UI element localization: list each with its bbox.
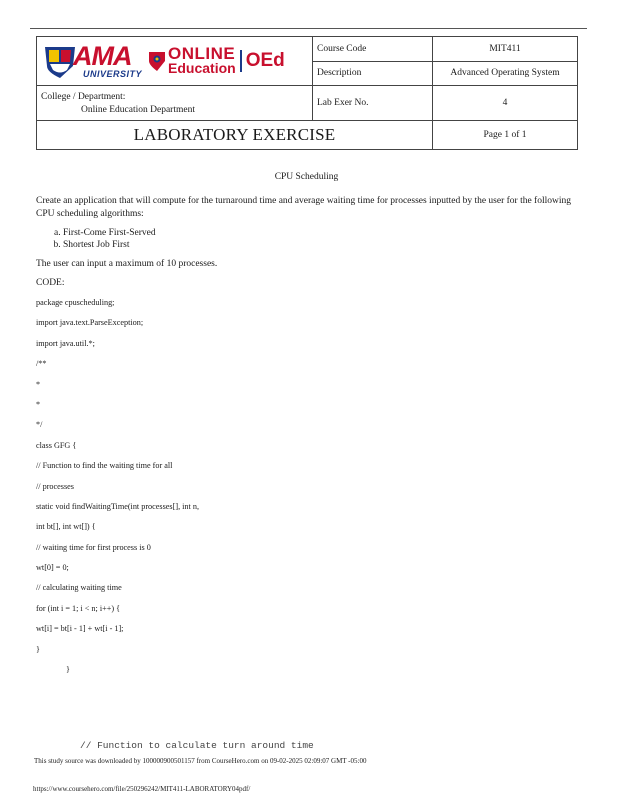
code-line: import java.text.ParseException; [36, 318, 144, 328]
page-number: Page 1 of 1 [433, 121, 578, 150]
online-logo-text: ONLINE [168, 44, 236, 64]
lab-exercise-title: LABORATORY EXERCISE [37, 121, 433, 150]
algorithm-list [36, 228, 577, 251]
course-code-label: Course Code [313, 37, 433, 62]
code-line: } [36, 644, 40, 654]
header-table [36, 36, 578, 150]
code-line: package cpuscheduling; [36, 298, 115, 307]
course-code-value: MIT411 [433, 37, 578, 62]
footer-source-line: This study source was downloaded by 100000900501157 from CourseHero.com on 09-02-2025 02:09:07 GMT -05:00 [34, 757, 367, 765]
education-logo-text: Education [168, 60, 236, 77]
lab-exer-label: Lab Exer No. [313, 86, 433, 121]
code-line: wt[0] = 0; [36, 563, 69, 573]
ama-shield-icon [43, 44, 77, 78]
department-value: Online Education Department [81, 104, 195, 115]
list-item: b. Shortest Job First [63, 240, 577, 252]
code-line: import java.util.*; [36, 338, 95, 348]
description-label: Description [313, 61, 433, 86]
department-cell [37, 86, 313, 121]
code-line: * [36, 399, 41, 409]
code-label: CODE: [36, 278, 65, 288]
code-line: static void findWaitingTime(int processes[], int n, [36, 501, 199, 511]
code-line: // processes [36, 481, 74, 491]
max-process-note: The user can input a maximum of 10 processes. [36, 259, 218, 269]
code-line: /** [36, 359, 47, 369]
mono-code-comment: // Function to calculate turn around time [80, 740, 314, 751]
online-education-logo [148, 46, 285, 75]
code-line: */ [36, 420, 43, 430]
university-logo-text: UNIVERSITY [83, 69, 143, 79]
code-line: // Function to find the waiting time for all [36, 461, 173, 471]
department-label: College / Department: [41, 91, 126, 102]
code-line: // waiting time for first process is 0 [36, 542, 151, 552]
logo-cell [37, 37, 313, 86]
code-line: // calculating waiting time [36, 583, 122, 593]
ama-university-logo [43, 43, 142, 79]
top-rule [30, 28, 587, 29]
footer-url[interactable]: https://www.coursehero.com/file/250296242/MIT411-LABORATORY04pdf/ [33, 785, 251, 793]
closing-brace: } [66, 665, 70, 675]
code-line: wt[i] = bt[i - 1] + wt[i - 1]; [36, 624, 124, 634]
code-line: * [36, 379, 41, 389]
code-block [36, 297, 577, 684]
code-line: int bt[], int wt[]) { [36, 522, 96, 532]
code-line: class GFG { [36, 440, 77, 450]
ama-logo-text: AMA [73, 41, 132, 71]
section-title: CPU Scheduling [274, 172, 339, 182]
online-crest-icon [148, 51, 166, 71]
lab-exer-value: 4 [433, 86, 578, 121]
list-item: a. First-Come First-Served [63, 228, 577, 240]
description-value: Advanced Operating System [433, 61, 578, 86]
code-line: for (int i = 1; i < n; i++) { [36, 603, 121, 613]
intro-paragraph: Create an application that will compute for the turnaround time and average waiting time for processes inputted by the user for the following CPU scheduling algorithms: [36, 196, 572, 219]
oed-logo-text: OEd [240, 50, 285, 72]
document-body [36, 166, 577, 684]
